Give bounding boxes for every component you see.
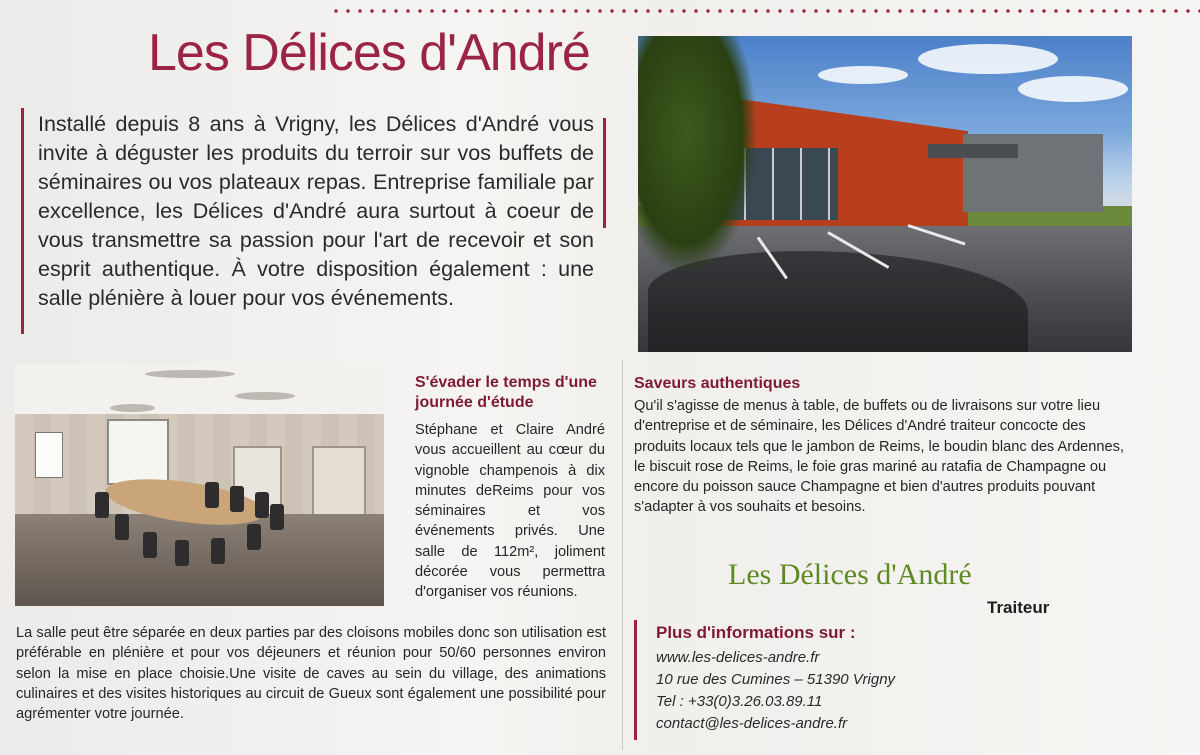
ceiling-light — [235, 392, 295, 400]
whiteboard — [107, 419, 169, 485]
website-link[interactable]: www.les-delices-andre.fr — [656, 649, 820, 666]
saveurs-paragraph: Qu'il s'agisse de menus à table, de buffets ou de livraisons sur votre lieu d'entreprise et de séminaire, les Délices d'André traiteur concocte des produits locaux tels que le jambon de Reims, le boudin blanc des Ardennes, le biscuit rose de Reims, le foie gras mariné au ratafia de Champagne ou encore du poisson sauce Champagne et bien d'autres produits pouvant s'adapter à vos souhaits et besoins. — [634, 398, 1125, 516]
brand-subtitle: Traiteur — [987, 598, 1050, 617]
info-accent-bar — [634, 620, 637, 740]
email-link[interactable]: contact@les-delices-andre.fr — [656, 715, 848, 732]
building-photo — [638, 36, 1132, 352]
chair — [230, 486, 244, 512]
intro-paragraph: Installé depuis 8 ans à Vrigny, les Délices d'André vous invite à déguster les produits du terroir sur vos buffets de séminaires ou vos plateaux repas. Entreprise familiale par excellence, les Délices d'André aura surtout à coeur de vous transmettre sa passion pour l'art de recevoir et son esprit authentique. À votre disposition également : une salle plénière à louer pour vos événements. — [38, 112, 594, 310]
cloud-shape — [818, 66, 908, 84]
cloud-shape — [918, 44, 1058, 74]
chair — [247, 524, 261, 550]
ceiling-light — [110, 404, 155, 412]
chair — [270, 504, 284, 530]
chair — [211, 538, 225, 564]
brand-logo-text: Les Délices d'André — [728, 558, 972, 591]
meeting-room-photo — [15, 364, 384, 606]
column-divider — [622, 360, 623, 750]
chair — [255, 492, 269, 518]
chair — [205, 482, 219, 508]
seminar-heading: S'évader le temps d'une journée d'étude — [415, 374, 597, 411]
flipchart — [35, 432, 63, 478]
info-heading: Plus d'informations sur : — [656, 623, 856, 642]
building-canopy — [928, 144, 1018, 158]
saveurs-heading: Saveurs authentiques — [634, 375, 801, 392]
cloud-shape — [1018, 76, 1128, 102]
phone-text: Tel : +33(0)3.26.03.89.11 — [656, 693, 823, 710]
chair — [143, 532, 157, 558]
intro-accent-bar-left — [21, 108, 24, 334]
room-floor — [15, 514, 384, 606]
intro-accent-bar-right — [603, 118, 606, 228]
tree-shape — [638, 36, 758, 276]
dotted-divider — [330, 8, 1200, 14]
chair — [95, 492, 109, 518]
address-text: 10 rue des Cumines – 51390 Vrigny — [656, 671, 896, 688]
ceiling-light — [145, 370, 235, 378]
chair — [175, 540, 189, 566]
page-title: Les Délices d'André — [148, 24, 590, 82]
seminar-paragraph: Stéphane et Claire André vous accueillent au cœur du vignoble champenois à dix minutes deReims pour vos séminaires et vos événements privés. Une salle de 112m², joliment décorée vous permettra d'organiser vos réunions. — [415, 422, 605, 601]
room-paragraph: La salle peut être séparée en deux parties par des cloisons mobiles donc son utilisation est préférable en plénière et pour vos déjeuners et réunion pour 50/60 personnes environ selon la mise en place choisie.Une visite de caves au sein du village, des animations culinaires et des visites historiques au circuit de Gueux sont également une possibilité pour agrémenter votre journée. — [16, 625, 606, 723]
chair — [115, 514, 129, 540]
